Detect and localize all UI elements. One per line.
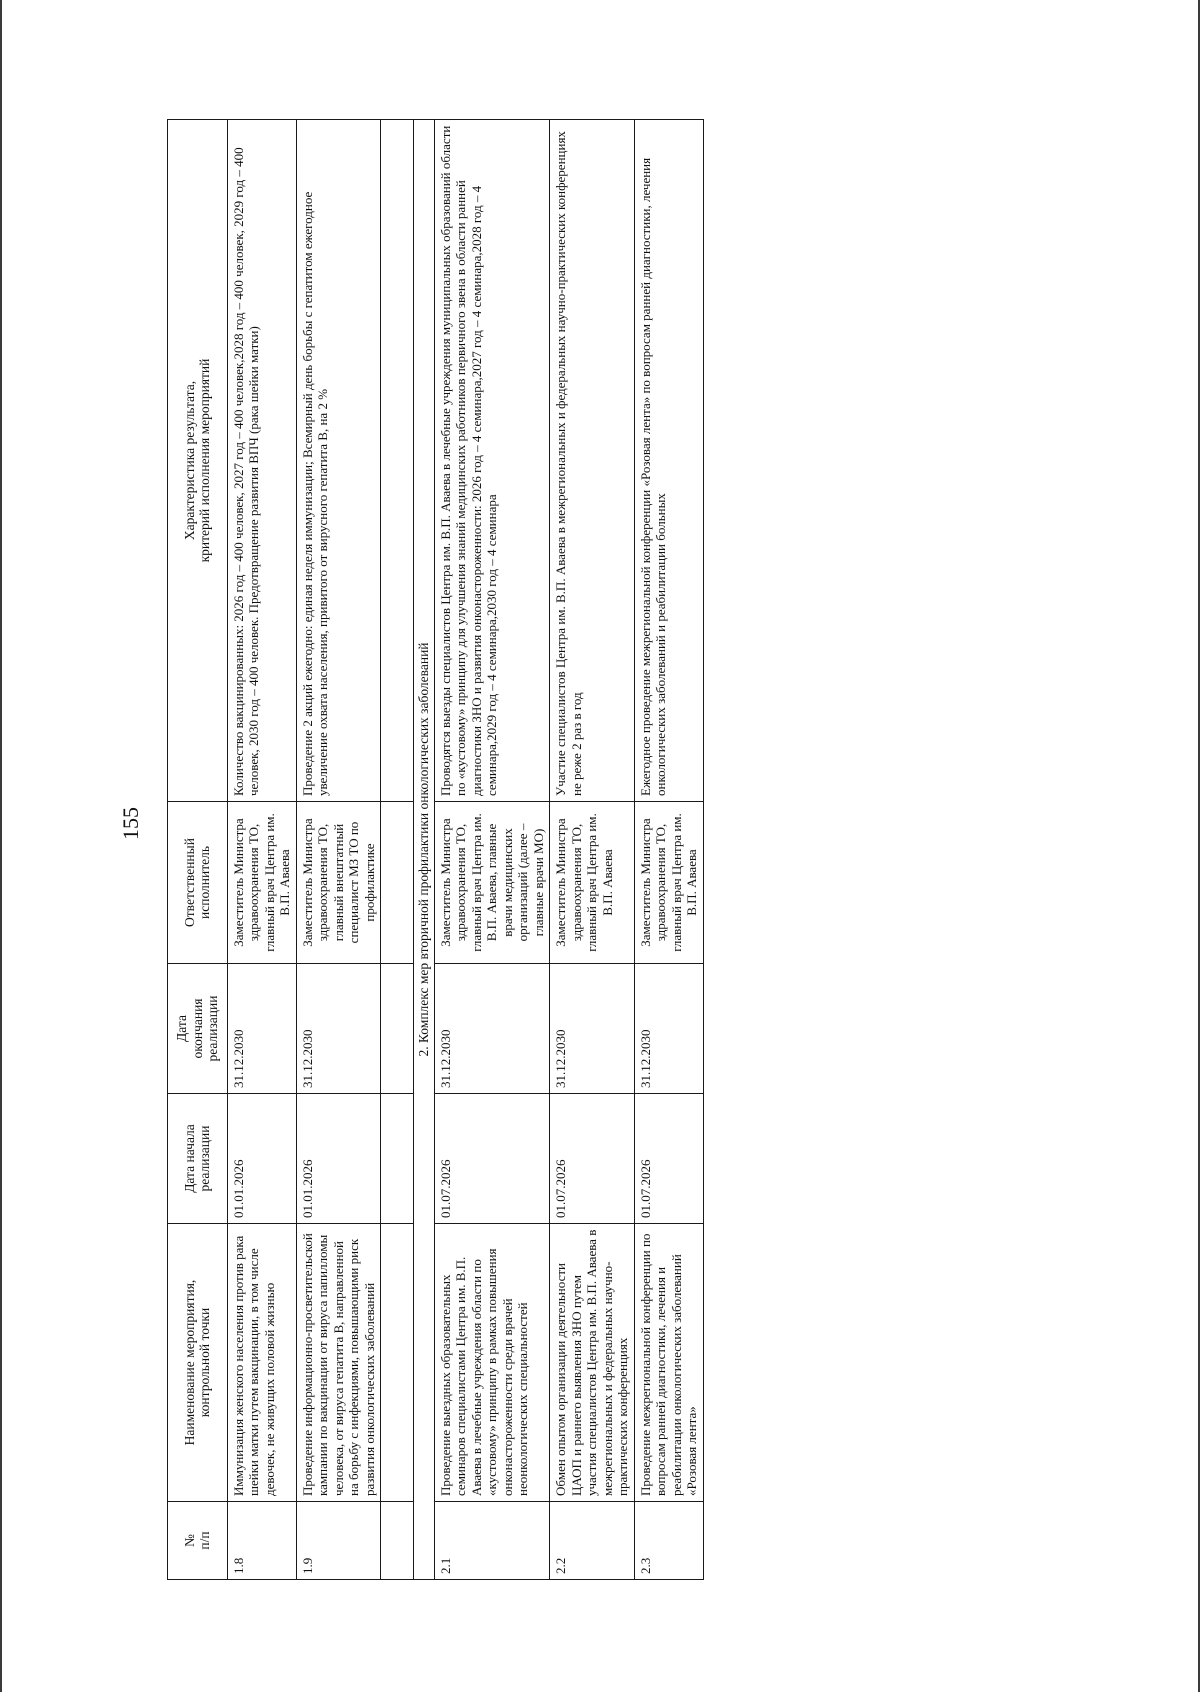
blank-cell <box>381 1502 414 1580</box>
row-result: Участие специалистов Центра им. В.П. Аваева в межрегиональных и федеральных научно-практических конференциях не реже 2 раз в год <box>550 120 635 802</box>
header-num: № п/п <box>168 1502 228 1580</box>
activities-table <box>167 119 704 1580</box>
row-responsible: Заместитель Министра здравоохранения ТО, главный врач Центра им. В.П. Аваева, главные врачи медицинских организаций (далее – главные врачи МО) <box>434 802 550 964</box>
header-responsible: Ответственный исполнитель <box>168 802 228 964</box>
rotated-table-container <box>167 120 942 1580</box>
row-num: 2.2 <box>550 1502 635 1580</box>
row-end-date: 31.12.2030 <box>434 964 550 1094</box>
header-start-date: Дата начала реализации <box>168 1094 228 1224</box>
table-row <box>296 120 381 1580</box>
row-responsible: Заместитель Министра здравоохранения ТО, главный врач Центра им. В.П. Аваева <box>550 802 635 964</box>
section-row <box>414 120 435 1580</box>
header-result: Характеристика результата, критерий исполнения мероприятий <box>168 120 228 802</box>
row-start-date: 01.07.2026 <box>634 1094 703 1224</box>
blank-cell <box>381 964 414 1094</box>
row-name: Проведение межрегиональной конференции по вопросам ранней диагностики, лечения и реабилитации онкологических заболеваний «Розовая лента» <box>634 1224 703 1502</box>
row-start-date: 01.01.2026 <box>227 1094 296 1224</box>
table-row <box>227 120 296 1580</box>
blank-cell <box>381 802 414 964</box>
blank-cell <box>381 120 414 802</box>
row-result: Количество вакцинированных: 2026 год – 400 человек, 2027 год – 400 человек,2028 год – 400 человек, 2029 год – 400 человек, 2030 год – 400 человек. Предотвращение развития ВПЧ (рака шейки матки) <box>227 120 296 802</box>
row-end-date: 31.12.2030 <box>227 964 296 1094</box>
row-result: Проведение 2 акций ежегодно: единая неделя иммунизации; Всемирный день борьбы с гепатитом ежегодное увеличение охвата населения, привитого от вирусного гепатита В, на 2 % <box>296 120 381 802</box>
row-responsible: Заместитель Министра здравоохранения ТО, главный врач Центра им. В.П. Аваева <box>634 802 703 964</box>
page-number: 155 <box>118 807 143 840</box>
row-num: 2.1 <box>434 1502 550 1580</box>
section-title: 2. Комплекс мер вторичной профилактики онкологических заболеваний <box>414 120 435 1580</box>
table-row <box>550 120 635 1580</box>
row-num: 1.9 <box>296 1502 381 1580</box>
table-row <box>434 120 550 1580</box>
row-start-date: 01.07.2026 <box>434 1094 550 1224</box>
row-result: Ежегодное проведение межрегиональной конференции «Розовая лента» по вопросам ранней диагностики, лечения онкологических заболеваний и реабилитации больных <box>634 120 703 802</box>
row-responsible: Заместитель Министра здравоохранения ТО, главный врач Центра им. В.П. Аваева <box>227 802 296 964</box>
header-name: Наименование мероприятия, контрольной точки <box>168 1224 228 1502</box>
blank-cell <box>381 1094 414 1224</box>
row-end-date: 31.12.2030 <box>634 964 703 1094</box>
table-row <box>634 120 703 1580</box>
row-start-date: 01.07.2026 <box>550 1094 635 1224</box>
table-header-row <box>168 120 228 1580</box>
row-result: Проводятся выезды специалистов Центра им. В.П. Аваева в лечебные учреждения муниципальных образований области по «кустовому» принципу для улучшения знаний медицинских работников первичного звена в области ранней диагностики ЗНО и развития онконастороженности: 2026 год – 4 семинара,2027 год – 4 семинара,2028 год – 4 семинара,2029 год – 4 семинара,2030 год – 4 семинара <box>434 120 550 802</box>
scan-edge-left <box>0 0 2 1692</box>
row-name: Обмен опытом организации деятельности ЦАОП и раннего выявления ЗНО путем участия специалистов Центра им. В.П. Аваева в межрегиональных и федеральных научно-практических конференциях <box>550 1224 635 1502</box>
row-end-date: 31.12.2030 <box>296 964 381 1094</box>
row-responsible: Заместитель Министра здравоохранения ТО, главный внештатный специалист МЗ ТО по профилактике <box>296 802 381 964</box>
row-num: 2.3 <box>634 1502 703 1580</box>
row-name: Проведение информационно-просветительской кампании по вакцинации от вируса папилломы человека, от вируса гепатита В, направленной на борьбу с инфекциями, повышающими риск развития онкологических заболеваний <box>296 1224 381 1502</box>
table-blank-row <box>381 120 414 1580</box>
row-end-date: 31.12.2030 <box>550 964 635 1094</box>
header-end-date: Дата окончания реализации <box>168 964 228 1094</box>
blank-cell <box>381 1224 414 1502</box>
row-start-date: 01.01.2026 <box>296 1094 381 1224</box>
row-num: 1.8 <box>227 1502 296 1580</box>
row-name: Проведение выездных образовательных семинаров специалистами Центра им. В.П. Аваева в лечебные учреждения области по «кустовому» принципу в рамках повышения онконастороженности среди врачей неонкологических специальностей <box>434 1224 550 1502</box>
row-name: Иммунизация женского населения против рака шейки матки путем вакцинации, в том числе девочек, не живущих половой жизнью <box>227 1224 296 1502</box>
